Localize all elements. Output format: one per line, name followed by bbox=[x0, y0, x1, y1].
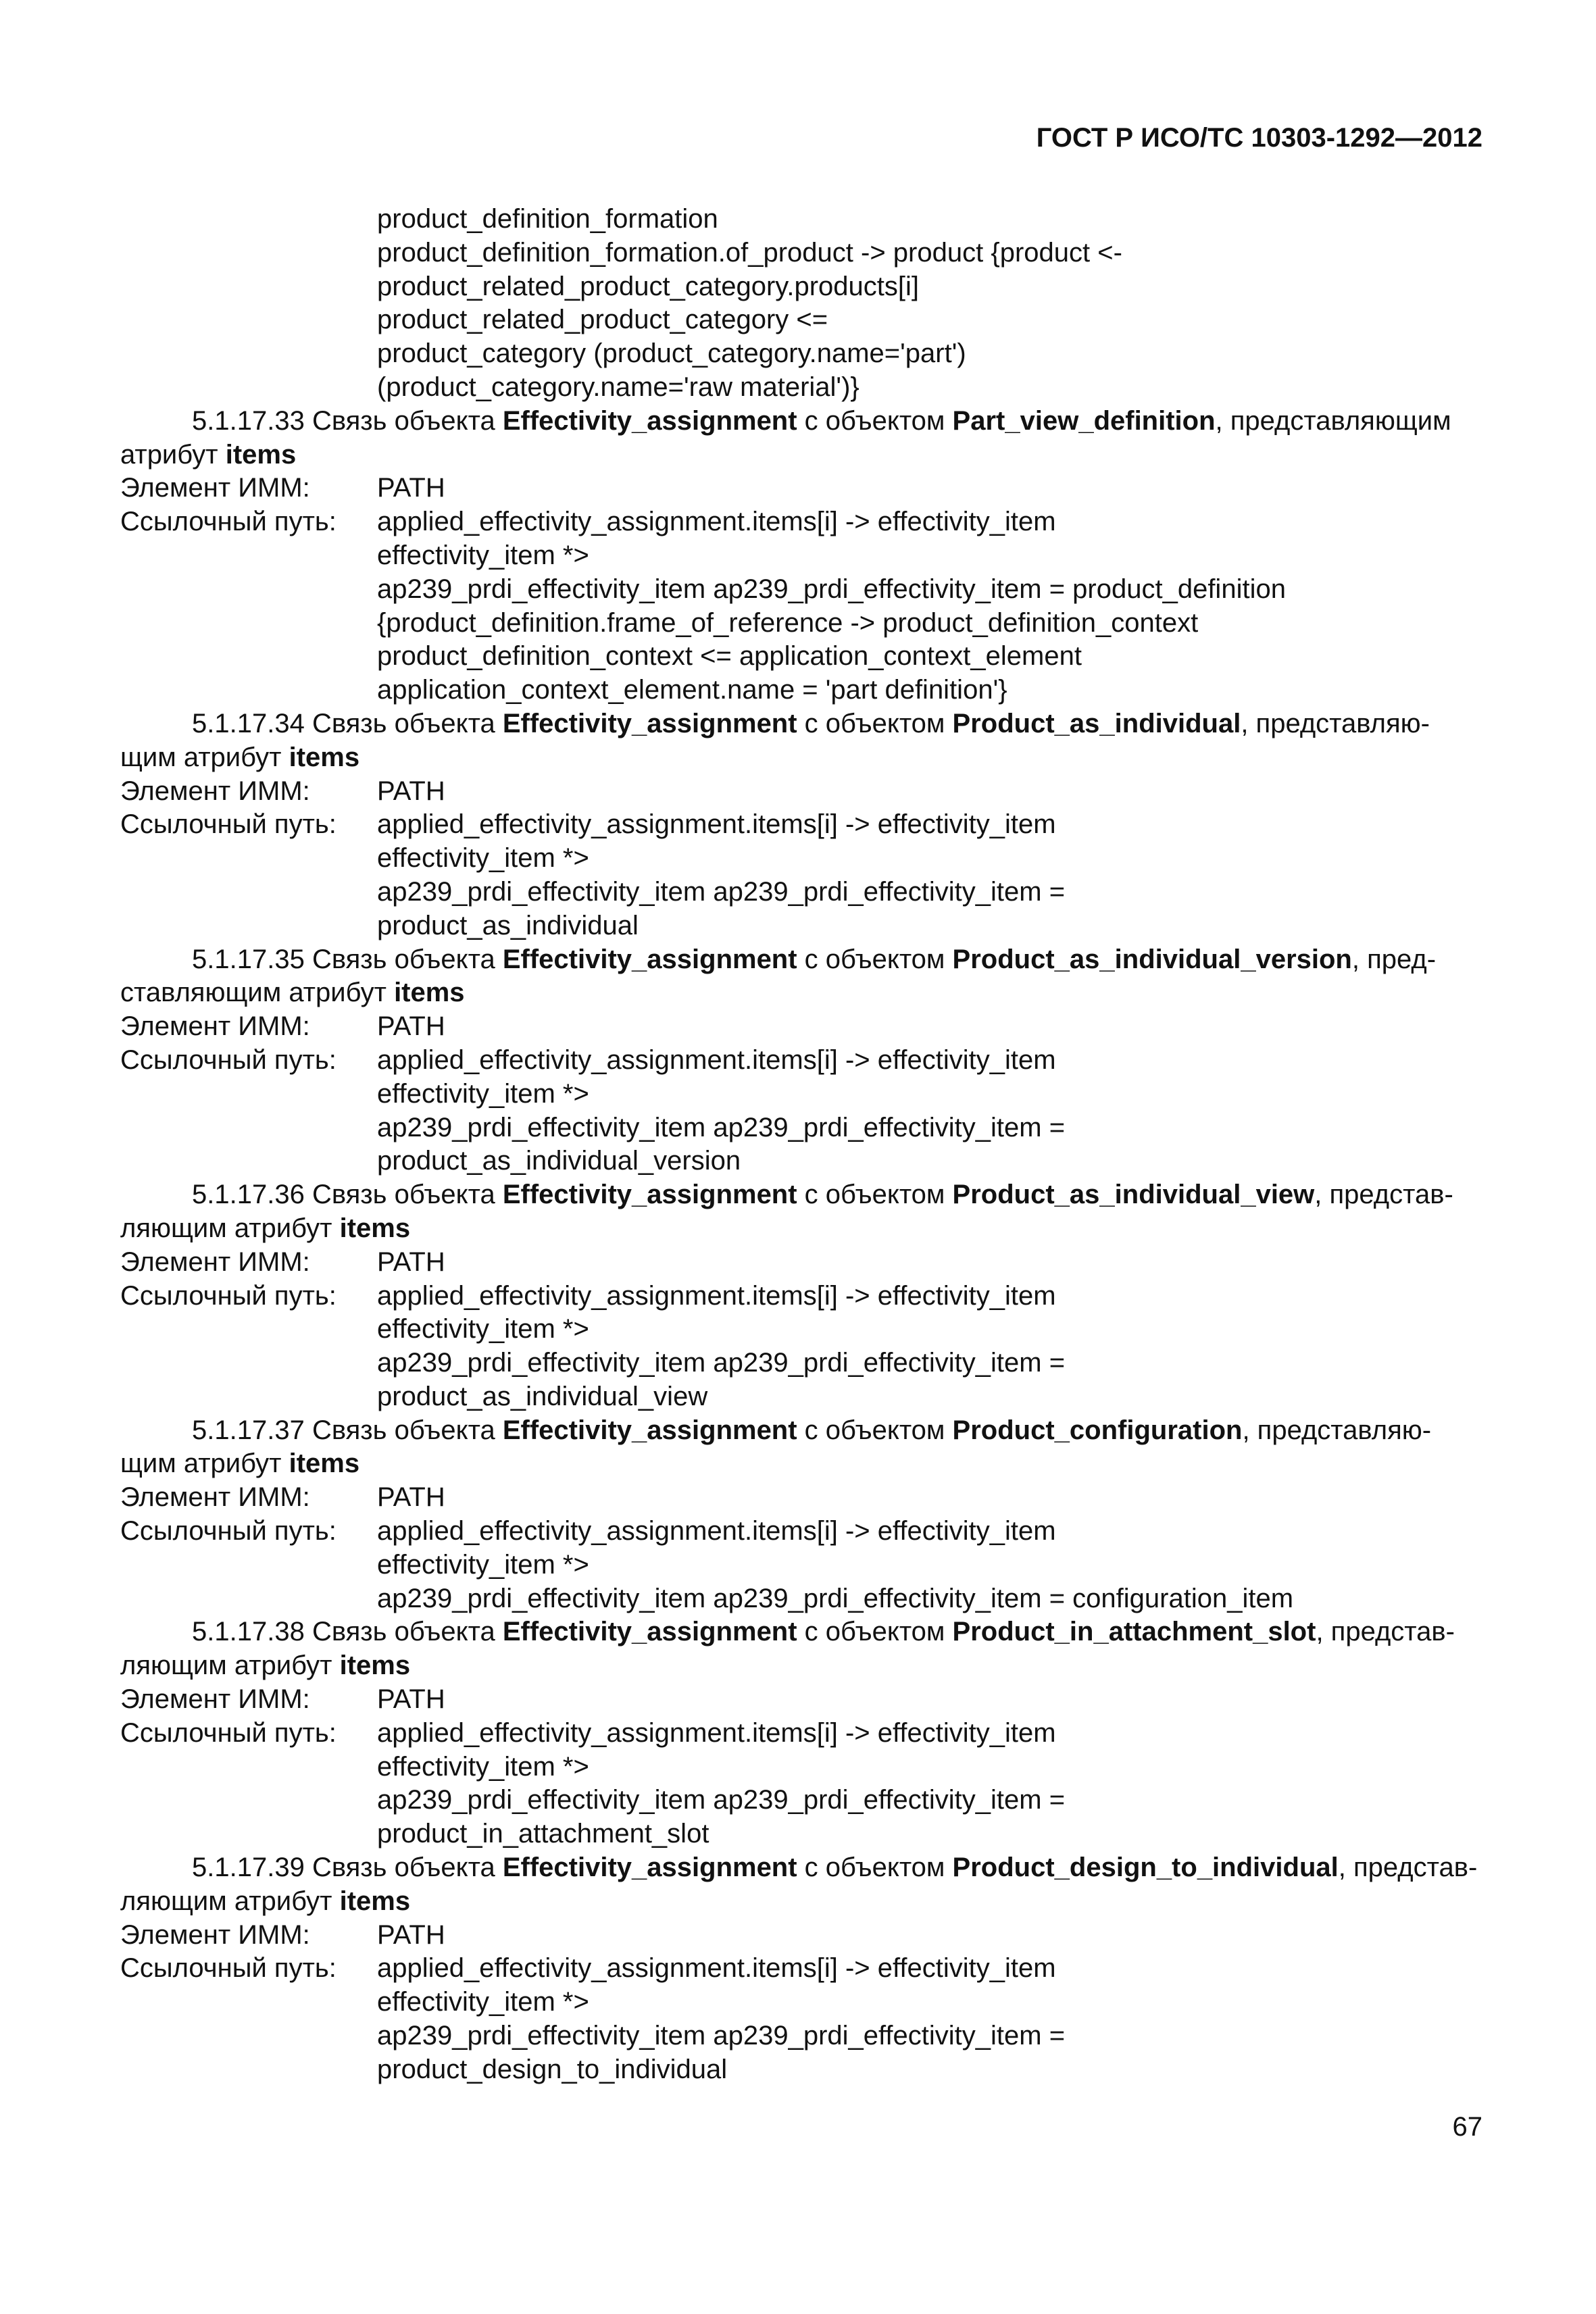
heading-text: с объектом bbox=[797, 1617, 953, 1647]
path-line: product_definition_formation.of_product -> product {product <- bbox=[377, 237, 1122, 268]
path-line: effectivity_item *> bbox=[377, 1314, 589, 1344]
path-line: effectivity_item *> bbox=[377, 540, 589, 570]
target-entity-name: Product_design_to_individual bbox=[952, 1853, 1339, 1883]
ref-label: Ссылочный путь: bbox=[120, 1280, 336, 1311]
path-line: product_category (product_category.name='part') bbox=[377, 338, 966, 369]
imm-row bbox=[120, 1919, 1482, 1953]
section bbox=[120, 1178, 1482, 1414]
path-line: applied_effectivity_assignment.items[i] -> effectivity_item bbox=[377, 507, 1056, 537]
heading-text: Связь объекта bbox=[311, 1853, 503, 1883]
path-line: ap239_prdi_effectivity_item ap239_prdi_effectivity_item = bbox=[377, 876, 1066, 907]
entity-name: Effectivity_assignment bbox=[502, 944, 797, 974]
heading-text: , представляющим bbox=[1215, 405, 1451, 436]
ref-label: Ссылочный путь: bbox=[120, 507, 336, 537]
section-number: 5.1.17.36 bbox=[192, 1180, 305, 1210]
heading-text: щим атрибут bbox=[120, 1449, 289, 1479]
section-number: 5.1.17.39 bbox=[192, 1853, 305, 1883]
heading-text: ставляющим атрибут bbox=[120, 978, 395, 1008]
path-line: {product_definition.frame_of_reference -> product_definition_context bbox=[377, 607, 1199, 638]
ref-label: Ссылочный путь: bbox=[120, 809, 336, 840]
path-line: ap239_prdi_effectivity_item ap239_prdi_effectivity_item = product_definition bbox=[377, 574, 1286, 604]
ref-label: Ссылочный путь: bbox=[120, 1516, 336, 1546]
path-line: ap239_prdi_effectivity_item ap239_prdi_effectivity_item = bbox=[377, 2021, 1066, 2051]
path-line: product_definition_formation bbox=[377, 204, 718, 234]
heading-text: с объектом bbox=[797, 708, 953, 738]
section-number: 5.1.17.33 bbox=[192, 405, 305, 436]
ref-row bbox=[120, 505, 1482, 539]
attribute-name: items bbox=[339, 1886, 411, 1916]
path-line: (product_category.name='raw material')} bbox=[377, 372, 859, 402]
section-heading-cont bbox=[120, 1212, 1482, 1246]
path-line: applied_effectivity_assignment.items[i] -> effectivity_item bbox=[377, 1280, 1056, 1311]
ref-row bbox=[120, 1280, 1482, 1313]
target-entity-name: Product_in_attachment_slot bbox=[952, 1617, 1316, 1647]
imm-label: Элемент ИММ: bbox=[120, 1919, 310, 1950]
attribute-name: items bbox=[289, 1449, 360, 1479]
heading-text: Связь объекта bbox=[311, 708, 503, 738]
entity-name: Effectivity_assignment bbox=[502, 1853, 797, 1883]
heading-text: атрибут bbox=[120, 439, 226, 470]
entity-name: Effectivity_assignment bbox=[502, 1180, 797, 1210]
heading-text: с объектом bbox=[797, 1853, 953, 1883]
path-line: effectivity_item *> bbox=[377, 843, 589, 874]
section-number: 5.1.17.37 bbox=[192, 1415, 305, 1445]
heading-text: с объектом bbox=[797, 1415, 953, 1445]
imm-row bbox=[120, 1481, 1482, 1515]
document-header: ГОСТ Р ИСО/ТС 10303-1292—2012 bbox=[1036, 123, 1482, 153]
imm-value: PATH bbox=[377, 776, 445, 806]
section-heading-cont bbox=[120, 741, 1482, 775]
path-line: effectivity_item *> bbox=[377, 1751, 589, 1782]
path-line: applied_effectivity_assignment.items[i] -> effectivity_item bbox=[377, 1717, 1056, 1748]
attribute-name: items bbox=[289, 742, 360, 772]
path-line: ap239_prdi_effectivity_item ap239_prdi_effectivity_item = bbox=[377, 1112, 1066, 1142]
entity-name: Effectivity_assignment bbox=[502, 405, 797, 436]
path-line: applied_effectivity_assignment.items[i] -> effectivity_item bbox=[377, 1953, 1056, 1984]
attribute-name: items bbox=[339, 1651, 411, 1681]
path-line: effectivity_item *> bbox=[377, 1078, 589, 1109]
ref-label: Ссылочный путь: bbox=[120, 1045, 336, 1075]
imm-row bbox=[120, 775, 1482, 809]
section-number: 5.1.17.34 bbox=[192, 708, 305, 738]
target-entity-name: Product_as_individual_version bbox=[952, 944, 1352, 974]
path-line: product_as_individual_version bbox=[377, 1146, 741, 1176]
imm-value: PATH bbox=[377, 1011, 445, 1042]
target-entity-name: Product_configuration bbox=[952, 1415, 1243, 1445]
path-line: product_as_individual_view bbox=[377, 1381, 708, 1411]
section bbox=[120, 1414, 1482, 1616]
path-line: product_related_product_category.products[i] bbox=[377, 271, 919, 301]
attribute-name: items bbox=[339, 1213, 411, 1243]
section-heading-cont bbox=[120, 1885, 1482, 1919]
section-heading bbox=[120, 943, 1482, 977]
section-heading bbox=[120, 1851, 1482, 1885]
heading-text: щим атрибут bbox=[120, 742, 289, 772]
heading-text: Связь объекта bbox=[311, 1415, 503, 1445]
section-heading bbox=[120, 707, 1482, 741]
path-line: effectivity_item *> bbox=[377, 1987, 589, 2017]
path-line: product_design_to_individual bbox=[377, 2054, 728, 2084]
section-heading bbox=[120, 405, 1482, 438]
section-heading-cont bbox=[120, 1649, 1482, 1683]
ref-row bbox=[120, 808, 1482, 842]
path-line: product_definition_context <= application_context_element bbox=[377, 641, 1082, 672]
path-line: ap239_prdi_effectivity_item ap239_prdi_effectivity_item = bbox=[377, 1785, 1066, 1815]
heading-text: ляющим атрибут bbox=[120, 1886, 340, 1916]
ref-row bbox=[120, 1044, 1482, 1078]
path-line: effectivity_item *> bbox=[377, 1549, 589, 1580]
heading-text: с объектом bbox=[797, 1180, 953, 1210]
heading-text: , представляю- bbox=[1241, 708, 1430, 738]
section-heading-cont bbox=[120, 976, 1482, 1010]
target-entity-name: Product_as_individual_view bbox=[952, 1180, 1315, 1210]
section bbox=[120, 1615, 1482, 1851]
section-number: 5.1.17.38 bbox=[192, 1617, 305, 1647]
ref-row bbox=[120, 1952, 1482, 1986]
heading-text: ляющим атрибут bbox=[120, 1213, 340, 1243]
path-line: applied_effectivity_assignment.items[i] -> effectivity_item bbox=[377, 809, 1056, 840]
imm-label: Элемент ИММ: bbox=[120, 776, 310, 806]
path-line: application_context_element.name = 'part definition'} bbox=[377, 675, 1007, 705]
section-heading bbox=[120, 1178, 1482, 1212]
target-entity-name: Part_view_definition bbox=[952, 405, 1216, 436]
section-heading-cont bbox=[120, 1447, 1482, 1481]
heading-text: с объектом bbox=[797, 405, 953, 436]
heading-text: Связь объекта bbox=[311, 1180, 503, 1210]
entity-name: Effectivity_assignment bbox=[502, 708, 797, 738]
path-line: product_as_individual bbox=[377, 910, 639, 940]
section bbox=[120, 707, 1482, 943]
heading-text: Связь объекта bbox=[311, 1617, 503, 1647]
document-body bbox=[120, 203, 1482, 2087]
path-line: applied_effectivity_assignment.items[i] -> effectivity_item bbox=[377, 1045, 1056, 1075]
imm-label: Элемент ИММ: bbox=[120, 1684, 310, 1715]
path-line: ap239_prdi_effectivity_item ap239_prdi_effectivity_item = configuration_item bbox=[377, 1583, 1294, 1613]
section bbox=[120, 1851, 1482, 2087]
heading-text: , представ- bbox=[1316, 1617, 1455, 1647]
target-entity-name: Product_as_individual bbox=[952, 708, 1241, 738]
imm-value: PATH bbox=[377, 1919, 445, 1950]
imm-label: Элемент ИММ: bbox=[120, 1482, 310, 1513]
ref-row bbox=[120, 1515, 1482, 1549]
heading-text: ляющим атрибут bbox=[120, 1651, 340, 1681]
imm-value: PATH bbox=[377, 473, 445, 503]
heading-text: Связь объекта bbox=[311, 405, 503, 436]
path-line: ap239_prdi_effectivity_item ap239_prdi_effectivity_item = bbox=[377, 1348, 1066, 1378]
section-number: 5.1.17.35 bbox=[192, 944, 305, 974]
section-heading bbox=[120, 1414, 1482, 1448]
ref-label: Ссылочный путь: bbox=[120, 1953, 336, 1984]
section bbox=[120, 943, 1482, 1179]
section bbox=[120, 405, 1482, 707]
section-heading bbox=[120, 1615, 1482, 1649]
heading-text: , представляю- bbox=[1242, 1415, 1432, 1445]
section-heading-cont bbox=[120, 438, 1482, 472]
ref-row bbox=[120, 1717, 1482, 1751]
imm-value: PATH bbox=[377, 1247, 445, 1277]
heading-text: с объектом bbox=[797, 944, 953, 974]
entity-name: Effectivity_assignment bbox=[502, 1415, 797, 1445]
imm-label: Элемент ИММ: bbox=[120, 473, 310, 503]
imm-row bbox=[120, 1683, 1482, 1717]
intro-path-block bbox=[120, 203, 1482, 405]
path-line: product_related_product_category <= bbox=[377, 305, 828, 335]
imm-value: PATH bbox=[377, 1482, 445, 1513]
imm-row bbox=[120, 1246, 1482, 1280]
path-line: product_in_attachment_slot bbox=[377, 1819, 709, 1849]
page-number: 67 bbox=[1452, 2112, 1482, 2142]
imm-row bbox=[120, 1010, 1482, 1044]
imm-value: PATH bbox=[377, 1684, 445, 1715]
heading-text: , пред- bbox=[1351, 944, 1437, 974]
path-line: applied_effectivity_assignment.items[i] -> effectivity_item bbox=[377, 1516, 1056, 1546]
imm-label: Элемент ИММ: bbox=[120, 1247, 310, 1277]
ref-label: Ссылочный путь: bbox=[120, 1717, 336, 1748]
attribute-name: items bbox=[394, 978, 465, 1008]
entity-name: Effectivity_assignment bbox=[502, 1617, 797, 1647]
heading-text: , представ- bbox=[1314, 1180, 1453, 1210]
imm-label: Элемент ИММ: bbox=[120, 1011, 310, 1042]
heading-text: , представ- bbox=[1338, 1853, 1478, 1883]
imm-row bbox=[120, 472, 1482, 505]
heading-text: Связь объекта bbox=[311, 944, 503, 974]
attribute-name: items bbox=[225, 439, 297, 470]
